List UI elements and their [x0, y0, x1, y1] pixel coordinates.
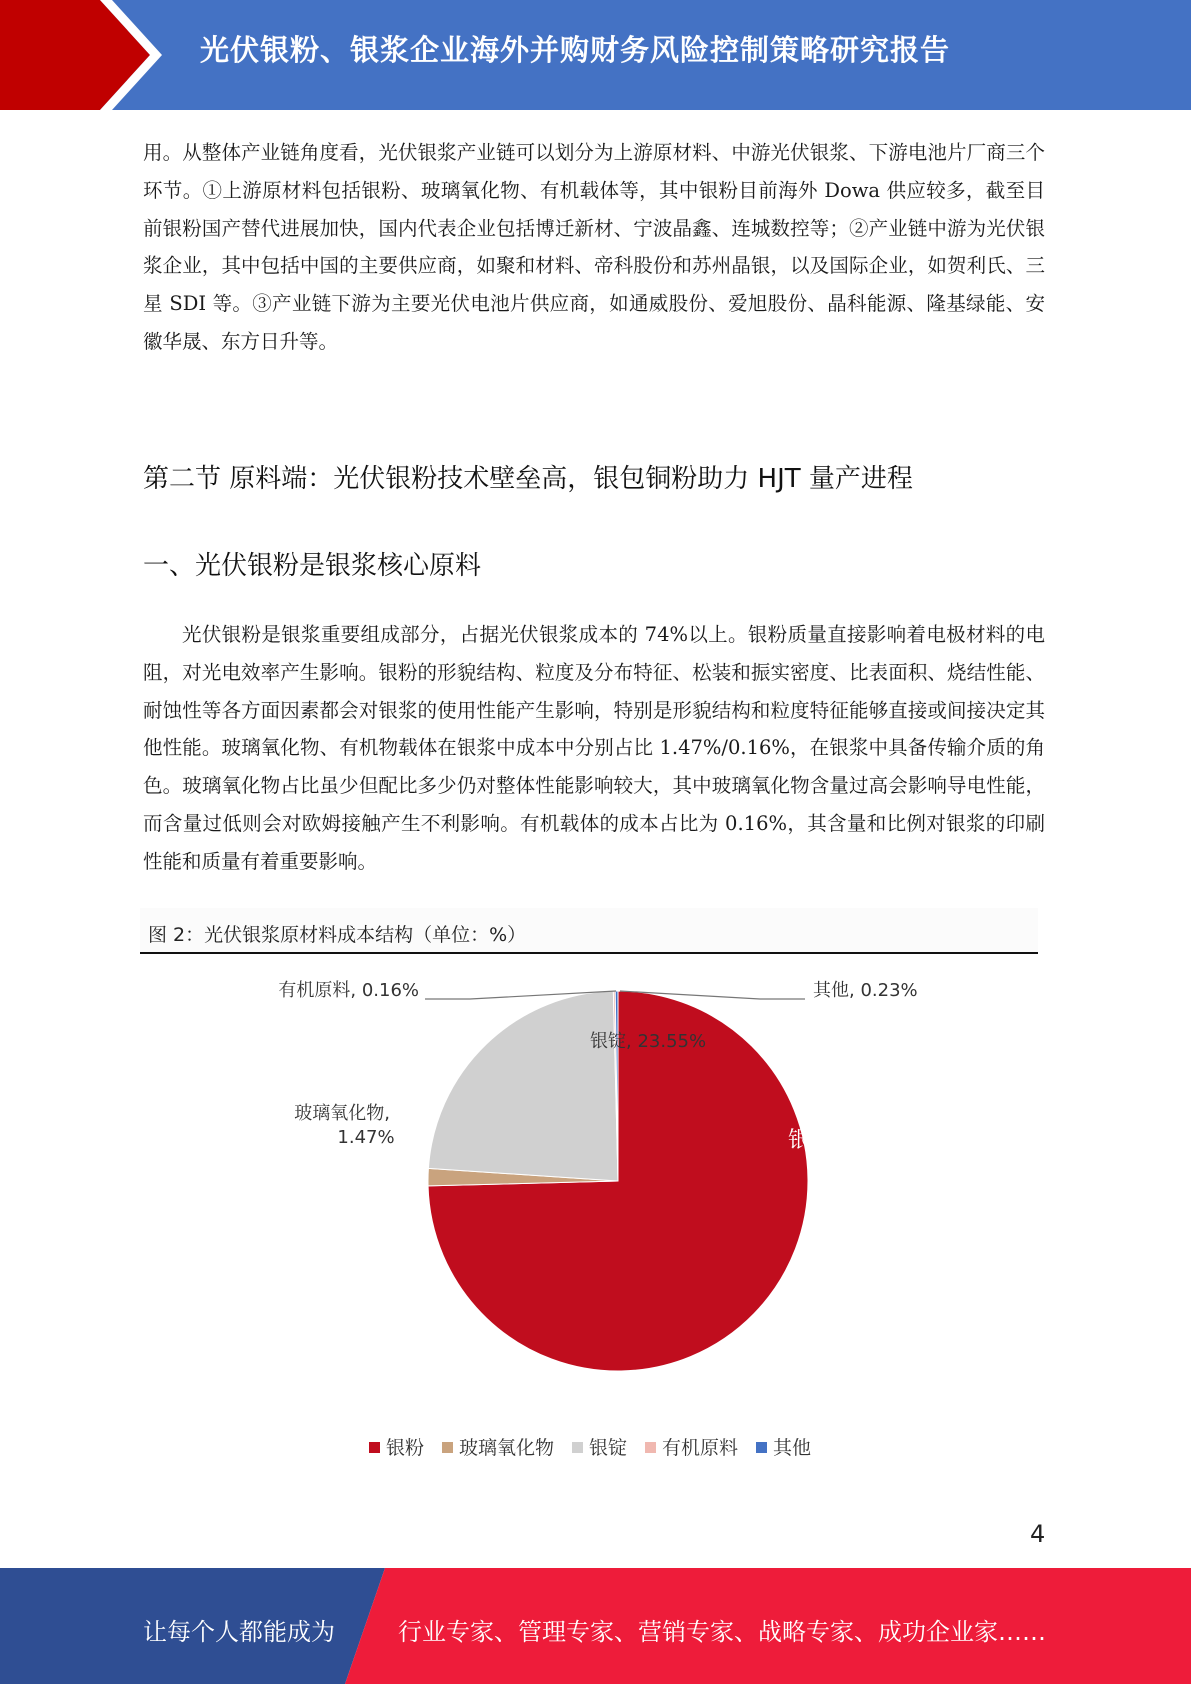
pie-slice-2 [428, 991, 618, 1181]
data-label-silver-ingot: 银锭, 23.55% [590, 1031, 707, 1052]
page-header [0, 0, 1191, 110]
legend-item-4 [756, 1433, 811, 1460]
legend-item-0 [369, 1433, 424, 1460]
data-label-other: 其他, 0.23% [813, 980, 918, 1001]
legend-swatch [645, 1442, 656, 1453]
chart-legend [140, 1433, 1040, 1460]
legend-swatch [442, 1442, 453, 1453]
subsection-heading: 一、光伏银粉是银浆核心原料 [143, 551, 482, 581]
legend-label: 银锭 [588, 1437, 627, 1459]
legend-item-1 [442, 1433, 554, 1460]
data-label-glass-oxide: 玻璃氧化物, [294, 1103, 390, 1124]
legend-swatch [572, 1442, 583, 1453]
legend-swatch [369, 1442, 380, 1453]
legend-label: 玻璃氧化物 [458, 1437, 554, 1459]
intro-paragraph: 用。从整体产业链角度看，光伏银浆产业链可以划分为上游原材料、中游光伏银浆、下游电池片厂商三个环节。①上游原材料包括银粉、玻璃氧化物、有机载体等，其中银粉目前海外 Dowa 供应较多，截至目前银粉国产替代进展加快，国内代表企业包括博迁新材、宁波晶鑫、连城数控等；②产业链中游为光伏银浆企业，其中包括中国的主要供应商，如聚和材料、帝科股份和苏州晶银，以及国际企业，如贺利氏、三星 SDI 等。③产业链下游为主要光伏电池片供应商，如通威股份、爱旭股份、晶科能源、隆基绿能、安徽华晟、东方日升等。 [143, 141, 1045, 353]
legend-label: 其他 [773, 1437, 812, 1459]
footer-slogan-right: 行业专家、管理专家、营销专家、战略专家、成功企业家…… [398, 1618, 1046, 1646]
legend-swatch [756, 1442, 767, 1453]
data-label-glass-oxide-value: 1.47% [337, 1127, 395, 1148]
data-label-organic: 有机原料, 0.16% [278, 980, 419, 1001]
header-title: 光伏银粉、银浆企业海外并购财务风险控制策略研究报告 [200, 33, 951, 67]
footer-slogan-left: 让每个人都能成为 [143, 1618, 335, 1646]
page-footer [0, 1568, 1191, 1684]
legend-label: 银粉 [385, 1437, 424, 1459]
section-heading: 第二节 原料端：光伏银粉技术壁垒高，银包铜粉助力 HJT 量产进程 [143, 464, 913, 494]
body-paragraph: 光伏银粉是银浆重要组成部分，占据光伏银浆成本的 74%以上。银粉质量直接影响着电极材料的电阻，对光电效率产生影响。银粉的形貌结构、粒度及分布特征、松装和振实密度、比表面积、烧结性能、耐蚀性等各方面因素都会对银浆的使用性能产生影响，特别是形貌结构和粒度特征能够直接或间接决定其他性能。玻璃氧化物、有机物载体在银浆中成本中分别占比 1.47%/0.16%，在银浆中具备传输介质的角色。玻璃氧化物占比虽少但配比多少仍对整体性能影响较大，其中玻璃氧化物含量过高会影响导电性能，而含量过低则会对欧姆接触产生不利影响。有机载体的成本占比为 0.16%，其含量和比例对银浆的印刷性能和质量有着重要影响。 [143, 623, 1045, 873]
figure-caption-bar [140, 908, 1038, 954]
legend-item-2 [572, 1433, 627, 1460]
legend-item-3 [645, 1433, 738, 1460]
figure-cost-structure [140, 908, 1040, 1478]
pie-chart [140, 954, 1040, 1424]
page-number: 4 [1030, 1520, 1046, 1548]
data-label-silver-powder: 银粉, 74.58% [788, 1128, 930, 1153]
figure-caption: 图 2：光伏银浆原材料成本结构（单位：%） [148, 924, 527, 946]
legend-label: 有机原料 [662, 1437, 739, 1459]
